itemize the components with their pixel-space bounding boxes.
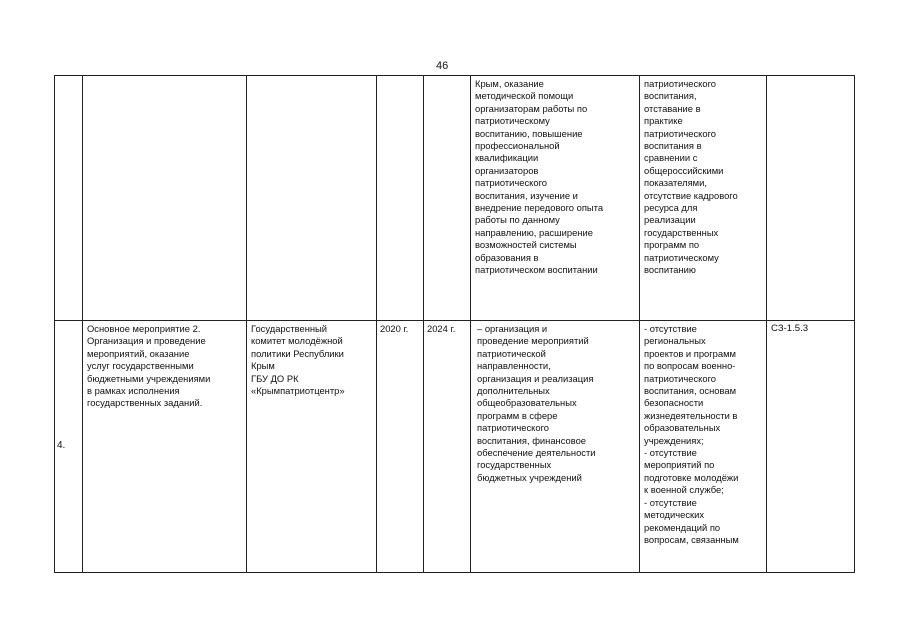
consequences-cell: - отсутствие региональных проектов и программ по вопросам военно- патриотического воспитания, основам безопасности жизнедеятельности в образовательных учреждениях; - отсутствие мероприятий по подготовке молодёжи к военной службе; - отсутствие методических рекомендаций по вопросам, связанным	[640, 321, 767, 573]
table-row	[55, 76, 855, 321]
measures-cell: – организация и проведение мероприятий патриотической направленности, организация и реализация дополнительных общеобразовательных программ в сфере патриотического воспитания, финансовое обеспечение деятельности государственных бюджетных учреждений	[471, 321, 640, 573]
start-year-cell	[377, 76, 424, 321]
row-number: 4.	[55, 321, 83, 573]
indicator-code-cell	[767, 76, 855, 321]
table-row	[55, 321, 855, 573]
event-cell: Основное мероприятие 2. Организация и проведение мероприятий, оказание услуг государственными бюджетными учреждениями в рамках исполнения государственных заданий.	[83, 321, 247, 573]
start-year-cell: 2020 г.	[377, 321, 424, 573]
end-year-cell	[424, 76, 471, 321]
indicator-code-cell: СЗ-1.5.3	[767, 321, 855, 573]
executor-cell	[247, 76, 377, 321]
page-number: 46	[436, 60, 449, 72]
end-year-cell: 2024 г.	[424, 321, 471, 573]
executor-cell: Государственный комитет молодёжной политики Республики Крым ГБУ ДО РК «Крымпатриотцентр»	[247, 321, 377, 573]
row-number	[55, 76, 83, 321]
event-cell	[83, 76, 247, 321]
program-table	[54, 75, 855, 573]
consequences-cell: патриотического воспитания, отставание в практике патриотического воспитания в сравнении с общероссийскими показателями, отсутствие кадрового ресурса для реализации государственных программ по патриотическому воспитанию	[640, 76, 767, 321]
measures-cell: Крым, оказание методической помощи организаторам работы по патриотическому воспитанию, повышение профессиональной квалификации организаторов патриотического воспитания, изучение и внедрение передового опыта работы по данному направлению, расширение возможностей системы образования в патриотическом воспитании	[471, 76, 640, 321]
